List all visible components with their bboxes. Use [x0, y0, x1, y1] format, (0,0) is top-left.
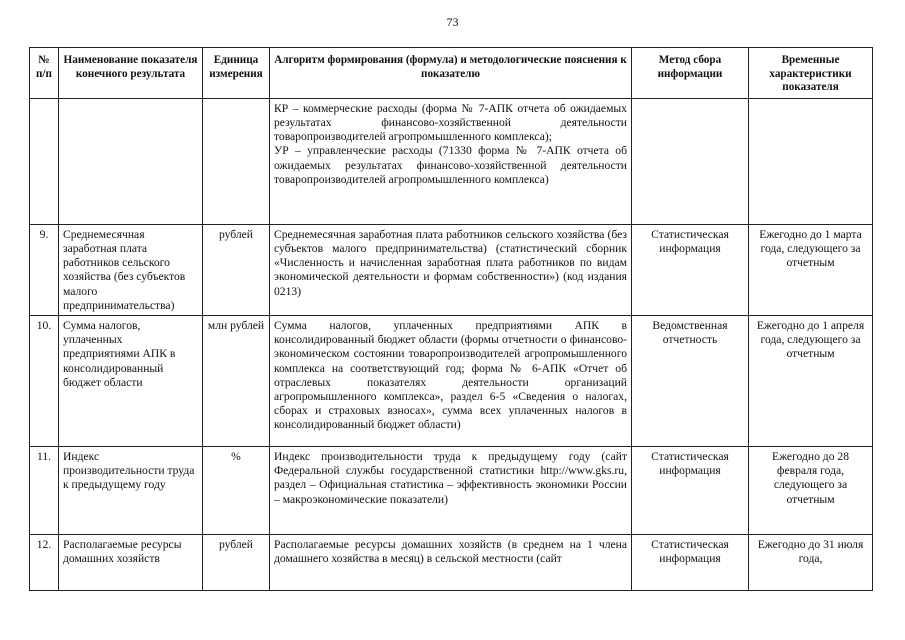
indicators-table — [29, 47, 873, 591]
table-row — [30, 535, 873, 591]
row-timing: Ежегодно до 31 июля года, — [749, 535, 873, 591]
row-algorithm: Среднемесячная заработная плата работников сельского хозяйства (без субъектов малого предпринимательства) (статистический сборник «Численность и начисленная заработная плата работников по видам экономической деятельности и формам собственности») (код издания 0213) — [270, 224, 632, 315]
row-timing: Ежегодно до 1 апреля года, следующего за отчетным — [749, 316, 873, 447]
row-num: 9. — [30, 224, 59, 315]
row-algorithm: Индекс производительности труда к предыдущему году (сайт Федеральной службы государственной статистики http://www.gks.ru, раздел – Официальная статистика – эффективность экономики России – макроэкономические показатели) — [270, 447, 632, 535]
row-name: Среднемесячная заработная плата работников сельского хозяйства (без субъектов малого предпринимательства) — [59, 224, 203, 315]
row-unit: % — [203, 447, 270, 535]
row-timing — [749, 98, 873, 224]
row-unit: рублей — [203, 535, 270, 591]
row-name: Располагаемые ресурсы домашних хозяйств — [59, 535, 203, 591]
row-method: Статистическая информация — [632, 224, 749, 315]
page-number: 73 — [446, 15, 459, 29]
row-unit: рублей — [203, 224, 270, 315]
row-timing: Ежегодно до 1 марта года, следующего за отчетным — [749, 224, 873, 315]
table-row — [30, 98, 873, 224]
header-name: Наименование показателя конечного результата — [59, 48, 203, 99]
header-num: № п/п — [30, 48, 59, 99]
header-algorithm: Алгоритм формирования (формула) и методологические пояснения к показателю — [270, 48, 632, 99]
row-num: 11. — [30, 447, 59, 535]
row-algorithm: Сумма налогов, уплаченных предприятиями АПК в консолидированный бюджет области (формы отчетности о финансово-экономическом состоянии товаропроизводителей агропромышленного комплекса на соответствующий год; форма № 6-АПК «Отчет об отраслевых показателях деятельности организаций агропромышленного комплекса», раздел 6-5 «Сведения о налогах, сборах и страховых взносах», сумма всех уплаченных налогов в консолидированный бюджет области) — [270, 316, 632, 447]
algorithm-line: КР – коммерческие расходы (форма № 7-АПК отчета об ожидаемых результатах финансово-хозяйственной деятельности товаропроизводителей агропромышленного комплекса); — [274, 101, 627, 144]
row-timing: Ежегодно до 28 февраля года, следующего за отчетным — [749, 447, 873, 535]
row-method: Статистическая информация — [632, 535, 749, 591]
row-num: 10. — [30, 316, 59, 447]
row-algorithm: Располагаемые ресурсы домашних хозяйств (в среднем на 1 члена домашнего хозяйства в месяц) в сельской местности (сайт — [270, 535, 632, 591]
algorithm-line: УР – управленческие расходы (71330 форма № 7-АПК отчета об ожидаемых результатах финансово-хозяйственной деятельности товаропроизводителей агропромышленного комплекса) — [274, 144, 627, 186]
row-name: Сумма налогов, уплаченных предприятиями АПК в консолидированный бюджет области — [59, 316, 203, 447]
row-method — [632, 98, 749, 224]
table-row — [30, 447, 873, 535]
table-row — [30, 316, 873, 447]
row-name — [59, 98, 203, 224]
row-name: Индекс производительности труда к предыдущему году — [59, 447, 203, 535]
row-num: 12. — [30, 535, 59, 591]
header-method: Метод сбора информации — [632, 48, 749, 99]
table-header-row — [30, 48, 873, 99]
table-row — [30, 224, 873, 315]
row-unit — [203, 98, 270, 224]
row-algorithm — [270, 98, 632, 224]
row-method: Ведомственная отчетность — [632, 316, 749, 447]
row-unit: млн рублей — [203, 316, 270, 447]
row-method: Статистическая информация — [632, 447, 749, 535]
header-unit: Единица измерения — [203, 48, 270, 99]
row-num — [30, 98, 59, 224]
header-timing: Временные характеристики показателя — [749, 48, 873, 99]
